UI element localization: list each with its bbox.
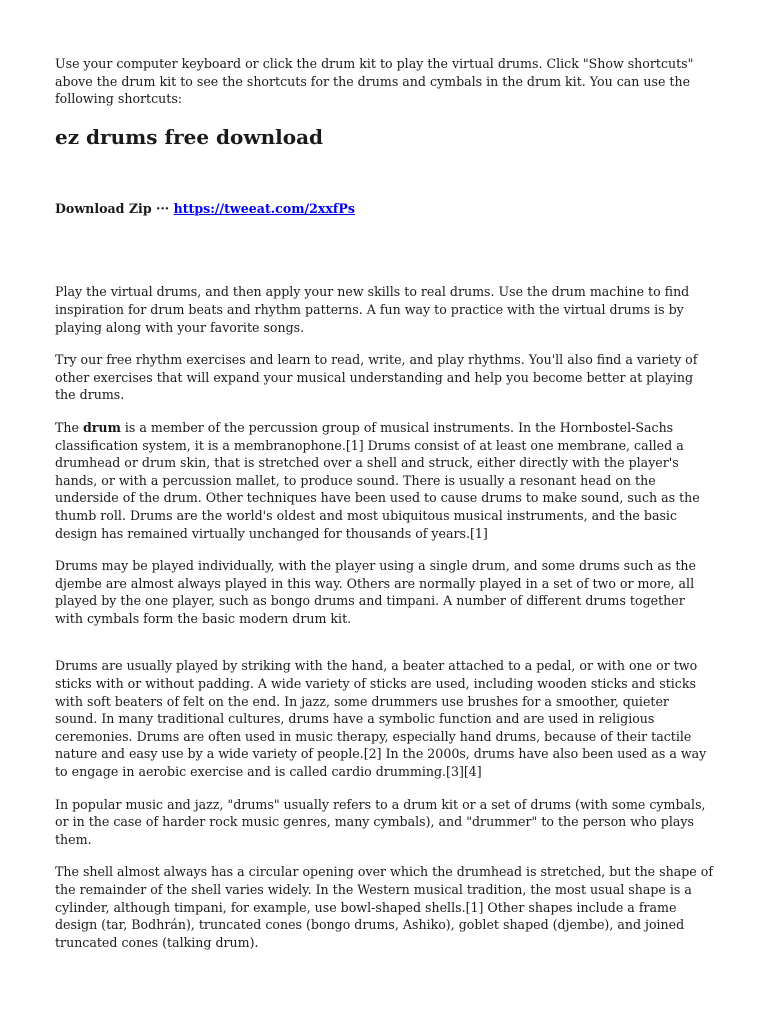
spacer (55, 217, 715, 283)
download-label: Download Zip ··· (55, 200, 170, 216)
paragraph-playing-methods: Drums are usually played by striking with the hand, a beater attached to a pedal, or with one or two sticks with or without padding. A wide variety of sticks are used, including wooden sticks and sticks with soft beaters of felt on the end. In jazz, some drummers use brushes for a smoother, quieter sound. In many traditional cultures, drums have a symbolic function and are used in religious ceremonies. Drums are often used in music therapy, especially hand drums, because of their tactile nature and easy use by a wide variety of people.[2] In the 2000s, drums have also been used as a way to engage in aerobic exercise and is called cardio drumming.[3][4] (55, 658, 707, 780)
page-title: ez drums free download (55, 124, 324, 149)
paragraph-virtual-drums: Play the virtual drums, and then apply your new skills to real drums. Use the drum machine to find inspiration for drum beats and rhythm patterns. A fun way to practice with the virtual drums is by playing along with your favorite songs. (55, 284, 690, 335)
download-link[interactable]: https://tweeat.com/2xxfPs (173, 200, 355, 216)
intro-paragraph: Use your computer keyboard or click the drum kit to play the virtual drums. Click "Show shortcuts" above the drum kit to see the shortcuts for the drums and cymbals in the drum kit. You can use the following shortcuts: (55, 56, 694, 107)
download-line (55, 200, 715, 218)
paragraph-text: is a member of the percussion group of musical instruments. In the Hornbostel-Sachs classification system, it is a membranophone.[1] Drums consist of at least one membrane, called a drumhead or drum skin, that is stretched over a shell and struck, either directly with the player's hands, or with a percussion mallet, to produce sound. There is usually a resonant head on the underside of the drum. Other techniques have been used to cause drums to make sound, such as the thumb roll. Drums are the world's oldest and most ubiquitous musical instruments, and the basic design has remained virtually unchanged for thousands of years.[1] (55, 419, 700, 541)
paragraph-playing-individually: Drums may be played individually, with the player using a single drum, and some drums such as the djembe are almost always played in this way. Others are normally played in a set of two or more, all played by the one player, such as bongo drums and timpani. A number of different drums together with cymbals form the basic modern drum kit. (55, 558, 696, 626)
paragraph-shell-shape: The shell almost always has a circular opening over which the drumhead is stretched, but the shape of the remainder of the shell varies widely. In the Western musical tradition, the most usual shape is a cylinder, although timpani, for example, use bowl-shaped shells.[1] Other shapes include a frame design (tar, Bodhrán), truncated cones (bongo drums, Ashiko), goblet shaped (djembe), and joined truncated cones (talking drum). (55, 864, 713, 950)
paragraph-text: The (55, 419, 83, 435)
paragraph-popular-music: In popular music and jazz, "drums" usually refers to a drum kit or a set of drums (with some cymbals, or in the case of harder rock music genres, many cymbals), and "drummer" to the person who plays them. (55, 796, 706, 847)
bold-term: drum (82, 419, 121, 435)
document-page (55, 55, 715, 966)
paragraph-rhythm-exercises: Try our free rhythm exercises and learn to read, write, and play rhythms. You'll also find a variety of other exercises that will expand your musical understanding and help you become better at playing the drums. (55, 352, 698, 403)
paragraph-drum-definition (55, 419, 715, 542)
